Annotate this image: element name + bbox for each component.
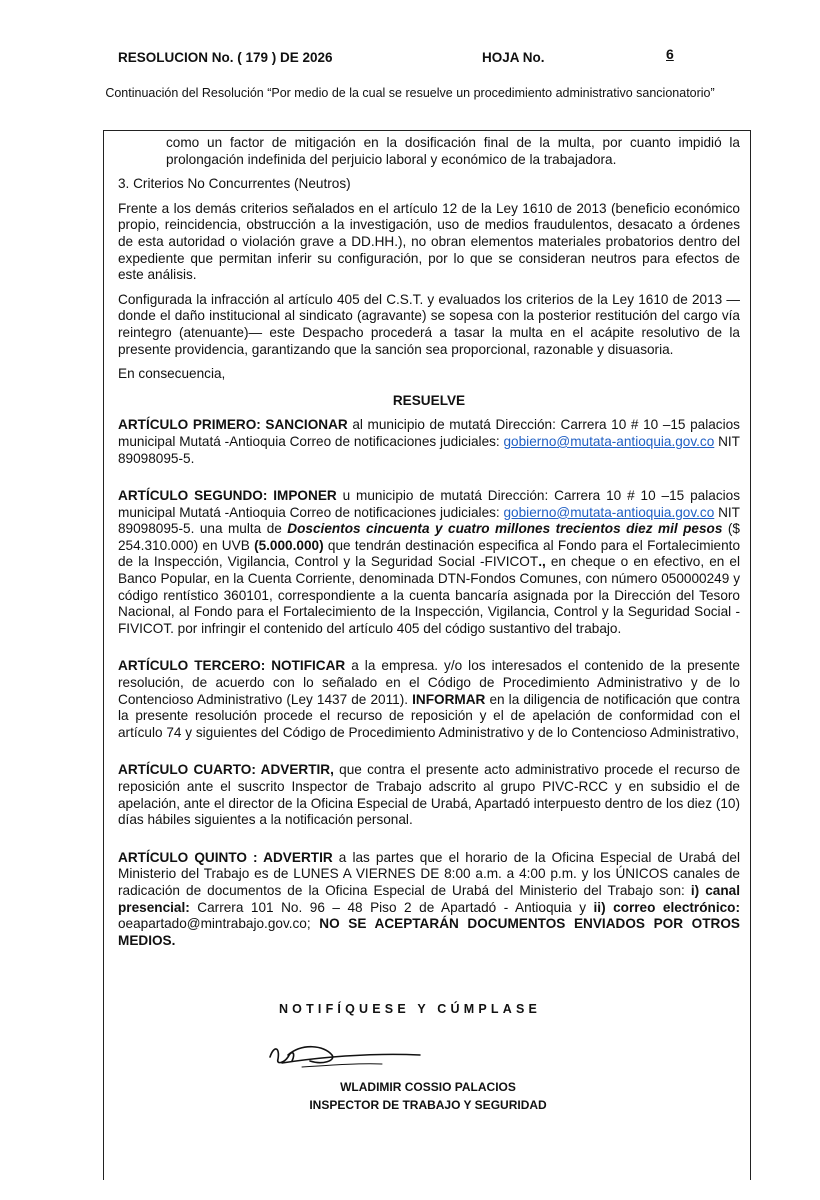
article-label: ARTÍCULO QUINTO : ADVERTIR [118, 849, 333, 865]
hoja-label: HOJA No. [482, 50, 545, 65]
article-primero [118, 417, 740, 467]
article-text: al municipio de mutatá Dirección: Carrera 10 # 10 –15 palacios municipal Mutatá -Antioquia Correo de notificaciones judiciales: [118, 417, 740, 449]
email-link[interactable]: gobierno@mutata-antioquia.gov.co [503, 433, 715, 449]
signer-title: INSPECTOR DE TRABAJO Y SEGURIDAD [309, 1098, 547, 1112]
email-link[interactable]: gobierno@mutata-antioquia.gov.co [503, 504, 715, 520]
document-header [118, 46, 718, 72]
notifiquese-cumplase: NOTIFÍQUESE Y CÚMPLASE [278, 1002, 542, 1016]
article-segundo [118, 488, 740, 637]
article-text: en cheque o en efectivo, en el Banco Popular, en la Cuenta Corriente, denominada DTN-Fondos Comunes, con número 050000249 y código rentístico 360101, correspondiente a la cuenta bancaría asignada por la Dirección del Tesoro Nacional, al Fondo para el Fortalecimiento de la Inspección, Vigilancia, Control y la Seguridad Social -FIVICOT. por infringir el contenido del artículo 405 del código sustantivo del trabajo. [118, 554, 740, 636]
paragraph-neutros: Frente a los demás criterios señalados en el artículo 12 de la Ley 1610 de 2013 (beneficio económico propio, reincidencia, obstrucción a la investigación, uso de medios fraudulentos, desacato a órdenes de esta autoridad o violación grave a DD.HH.), no obran elementos materiales probatorios dentro del expediente que permitan inferir su configuración, por lo que se consideran neutros para efectos de este análisis. [118, 200, 740, 283]
article-text: a las partes que el horario de la Oficina Especial de Urabá del Ministerio del Trabajo es de LUNES A VIERNES DE 8:00 a.m. a 4:00 p.m. y los ÚNICOS canales de radicación de documentos de la Oficina Especial de Urabá del Ministerio del Trabajo son: [118, 849, 740, 898]
resolution-number: RESOLUCION No. ( 179 ) DE 2026 [118, 50, 333, 65]
canal-presencial-label: i) canal presencial: [118, 882, 741, 915]
article-text: que tendrán destinación especifica al Fondo para el Fortalecimiento de la Inspección, Vigilancia, Control y la Seguridad Social -FIVICOT [118, 537, 740, 570]
paragraph-continuation: como un factor de mitigación en la dosificación final de la multa, por cuanto impidió la prolongación indefinida del perjuicio laboral y económico de la trabajadora. [166, 135, 740, 167]
paragraph-configurada: Configurada la infracción al artículo 405 del C.S.T. y evaluados los criterios de la Ley 1610 de 2013 —donde el daño institucional al sindicato (agravante) se sopesa con la posterior restitución del cargo vía reintegro (atenuante)— este Despacho procederá a tasar la multa en el acápite resolutivo de la presente providencia, garantizando que la sanción sea proporcional, razonable y disuasoria. [118, 291, 740, 357]
en-consecuencia: En consecuencia, [118, 366, 226, 382]
article-label: ARTÍCULO TERCERO: NOTIFICAR [118, 658, 346, 674]
article-text: u municipio de mutatá Dirección: Carrera 10 # 10 –15 palacios municipal Mutatá -Antioquia Correo de notificaciones judiciales: [118, 488, 740, 520]
article-label: ARTÍCULO SEGUNDO: IMPONER [118, 488, 337, 504]
header-subtitle: Continuación del Resolución “Por medio de la cual se resuelve un procedimiento administrativo sancionatorio” [105, 86, 715, 100]
correo-label: ii) correo electrónico: [593, 899, 740, 915]
amount-in-words: Doscientos cincuenta y cuatro millones trecientos diez mil pesos [287, 521, 723, 537]
article-tercero [118, 658, 740, 741]
article-text-bold: ., [538, 554, 546, 570]
article-text: ; [306, 916, 311, 932]
article-text: en la diligencia de notificación que contra la presente resolución procede el recurso de reposición y el de apelación de conformidad con el artículo 74 y siguientes del Código de Procedimiento Administrativo y de lo Contencioso Administrativo, [118, 691, 740, 740]
uvb-amount: (5.000.000) [254, 537, 324, 553]
signature-block [0, 1078, 820, 1114]
article-text: NIT 89098095-5. [118, 433, 740, 466]
article-label: ARTÍCULO CUARTO: ADVERTIR, [118, 762, 334, 778]
criterio-heading: 3. Criterios No Concurrentes (Neutros) [118, 176, 351, 192]
email-address[interactable]: oeapartado@mintrabajo.gov.co [118, 916, 307, 932]
article-text: que contra el presente acto administrativo procede el recurso de reposición ante el suscrito Inspector de Trabajo adscrito al grupo PIVC-RCC y en subsidio el de apelación, ante el director de la Oficina Especial de Urabá, Apartadó interpuesto dentro de los diez (10) días hábiles siguientes a la notificación personal. [118, 762, 740, 828]
article-text: NIT 89098095-5. una multa de [118, 504, 740, 537]
article-quinto [118, 850, 740, 950]
article-text: Carrera 101 No. 96 – 48 Piso 2 de Apartadó - Antioquia y [189, 899, 594, 915]
article-text: a la empresa. y/o los interesados el contenido de la presente resolución, de acuerdo con lo señalado en el Código de Procedimiento Administrativo y de lo Contencioso Administrativo (Ley 1437 de 2011). [118, 658, 740, 707]
article-cuarto [118, 762, 740, 828]
warning-text: NO SE ACEPTARÁN DOCUMENTOS ENVIADOS POR OTROS MEDIOS. [118, 916, 740, 948]
article-label: ARTÍCULO PRIMERO: SANCIONAR [118, 417, 348, 433]
article-text: ($ 254.310.000) en UVB [118, 521, 740, 553]
document-body [118, 135, 740, 949]
hoja-number: 6 [666, 46, 674, 62]
informar-label: INFORMAR [412, 691, 486, 707]
signer-name: WLADIMIR COSSIO PALACIOS [340, 1080, 516, 1094]
resuelve-heading: RESUELVE [392, 392, 466, 408]
handwritten-signature [262, 1035, 422, 1075]
